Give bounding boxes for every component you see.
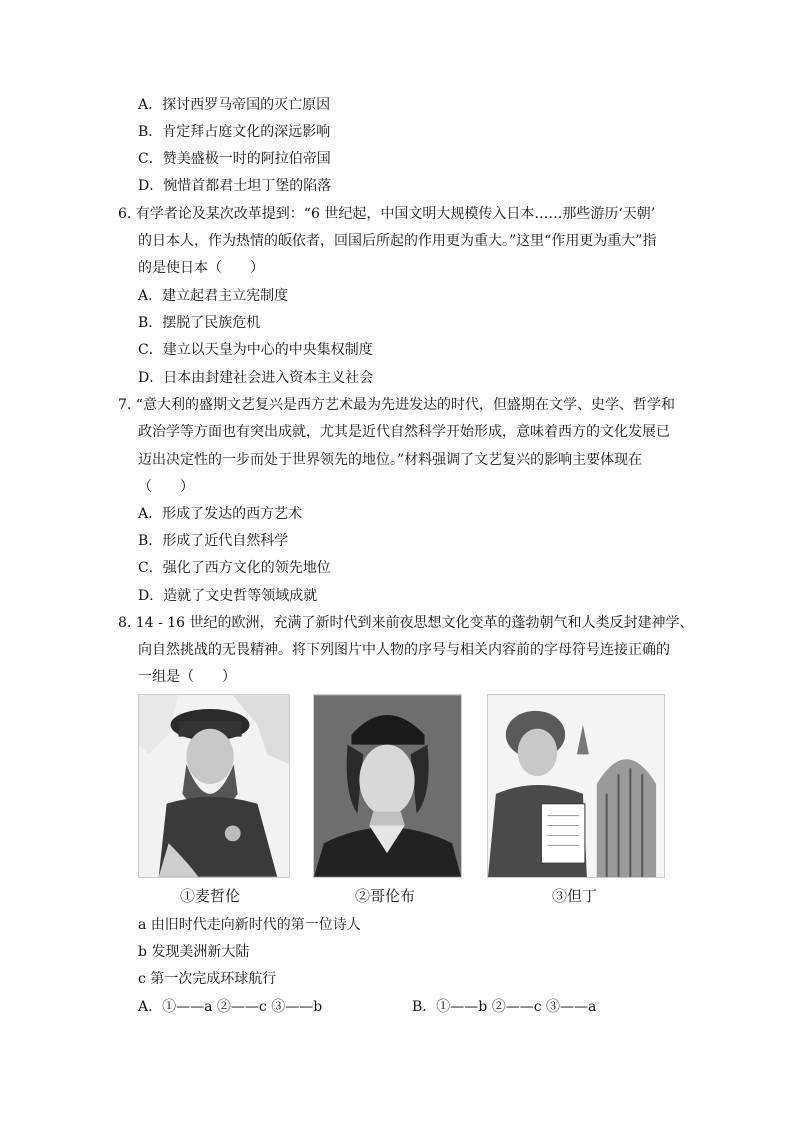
- q7-option-c[interactable]: C．强化了西方文化的领先地位: [138, 560, 331, 576]
- q8-stem-line-3: 一组是（ ）: [138, 669, 236, 685]
- caption-columbus: ②哥伦布: [355, 887, 416, 905]
- q8-item-b: b 发现美洲新大陆: [138, 944, 250, 960]
- dante-portrait-drawing: [488, 695, 664, 877]
- q8-option-b[interactable]: B．①——b ②——c ③——a: [412, 999, 597, 1015]
- q8-item-a: a 由旧时代走向新时代的第一位诗人: [138, 917, 361, 933]
- q8-stem-line-2: 向自然挑战的无畏精神。将下列图片中人物的序号与相关内容前的字母符号连接正确的: [138, 642, 670, 658]
- q7-option-d[interactable]: D．造就了文史哲等领域成就: [138, 588, 318, 604]
- columbus-portrait: [313, 694, 462, 878]
- q6-option-b[interactable]: B．摆脱了民族危机: [138, 315, 261, 331]
- q5-option-a[interactable]: A．探讨西罗马帝国的灭亡原因: [138, 97, 331, 113]
- q6-stem-line-2: 的日本人，作为热情的皈依者，回国后所起的作用更为重大。”这里“作用更为重大”指: [138, 233, 657, 249]
- caption-magellan: ①麦哲伦: [180, 887, 241, 905]
- caption-dante: ③但丁: [552, 887, 598, 905]
- q8-item-c: c 第一次完成环球航行: [138, 971, 277, 987]
- q6-option-a[interactable]: A．建立起君主立宪制度: [138, 288, 289, 304]
- q7-stem-line-2: 政治学等方面也有突出成就，尤其是近代自然科学开始形成，意味着西方的文化发展已: [138, 424, 670, 440]
- q6-option-c[interactable]: C．建立以天皇为中心的中央集权制度: [138, 342, 373, 358]
- q6-stem-line-1: 6. 有学者论及某次改革提到：“6 世纪起，中国文明大规模传入日本……那些游历‘天朝’: [118, 206, 656, 222]
- magellan-portrait-drawing: [139, 695, 289, 877]
- q5-option-d[interactable]: D．惋惜首都君士坦丁堡的陷落: [138, 178, 332, 194]
- q7-stem-line-4: （ ）: [138, 479, 194, 495]
- q7-stem-line-1: 7. “意大利的盛期文艺复兴是西方艺术最为先进发达的时代，但盛期在文学、史学、哲学和: [118, 397, 675, 413]
- columbus-portrait-drawing: [314, 695, 461, 877]
- q7-option-a[interactable]: A．形成了发达的西方艺术: [138, 506, 303, 522]
- q6-option-d[interactable]: D．日本由封建社会进入资本主义社会: [138, 370, 374, 386]
- dante-portrait: [487, 694, 665, 878]
- q7-option-b[interactable]: B．形成了近代自然科学: [138, 533, 289, 549]
- q7-stem-line-3: 迈出决定性的一步而处于世界领先的地位。”材料强调了文艺复兴的影响主要体现在: [138, 452, 643, 468]
- q5-option-b[interactable]: B．肯定拜占庭文化的深远影响: [138, 124, 331, 140]
- q5-option-c[interactable]: C．赞美盛极一时的阿拉伯帝国: [138, 151, 331, 167]
- q6-stem-line-3: 的是使日本（ ）: [138, 260, 264, 276]
- q8-stem-line-1: 8. 14 - 16 世纪的欧洲，充满了新时代到来前夜思想文化变革的蓬勃朝气和人类反封建神学、: [118, 615, 694, 631]
- q8-option-a[interactable]: A．①——a ②——c ③——b: [138, 999, 323, 1015]
- magellan-portrait: [138, 694, 290, 878]
